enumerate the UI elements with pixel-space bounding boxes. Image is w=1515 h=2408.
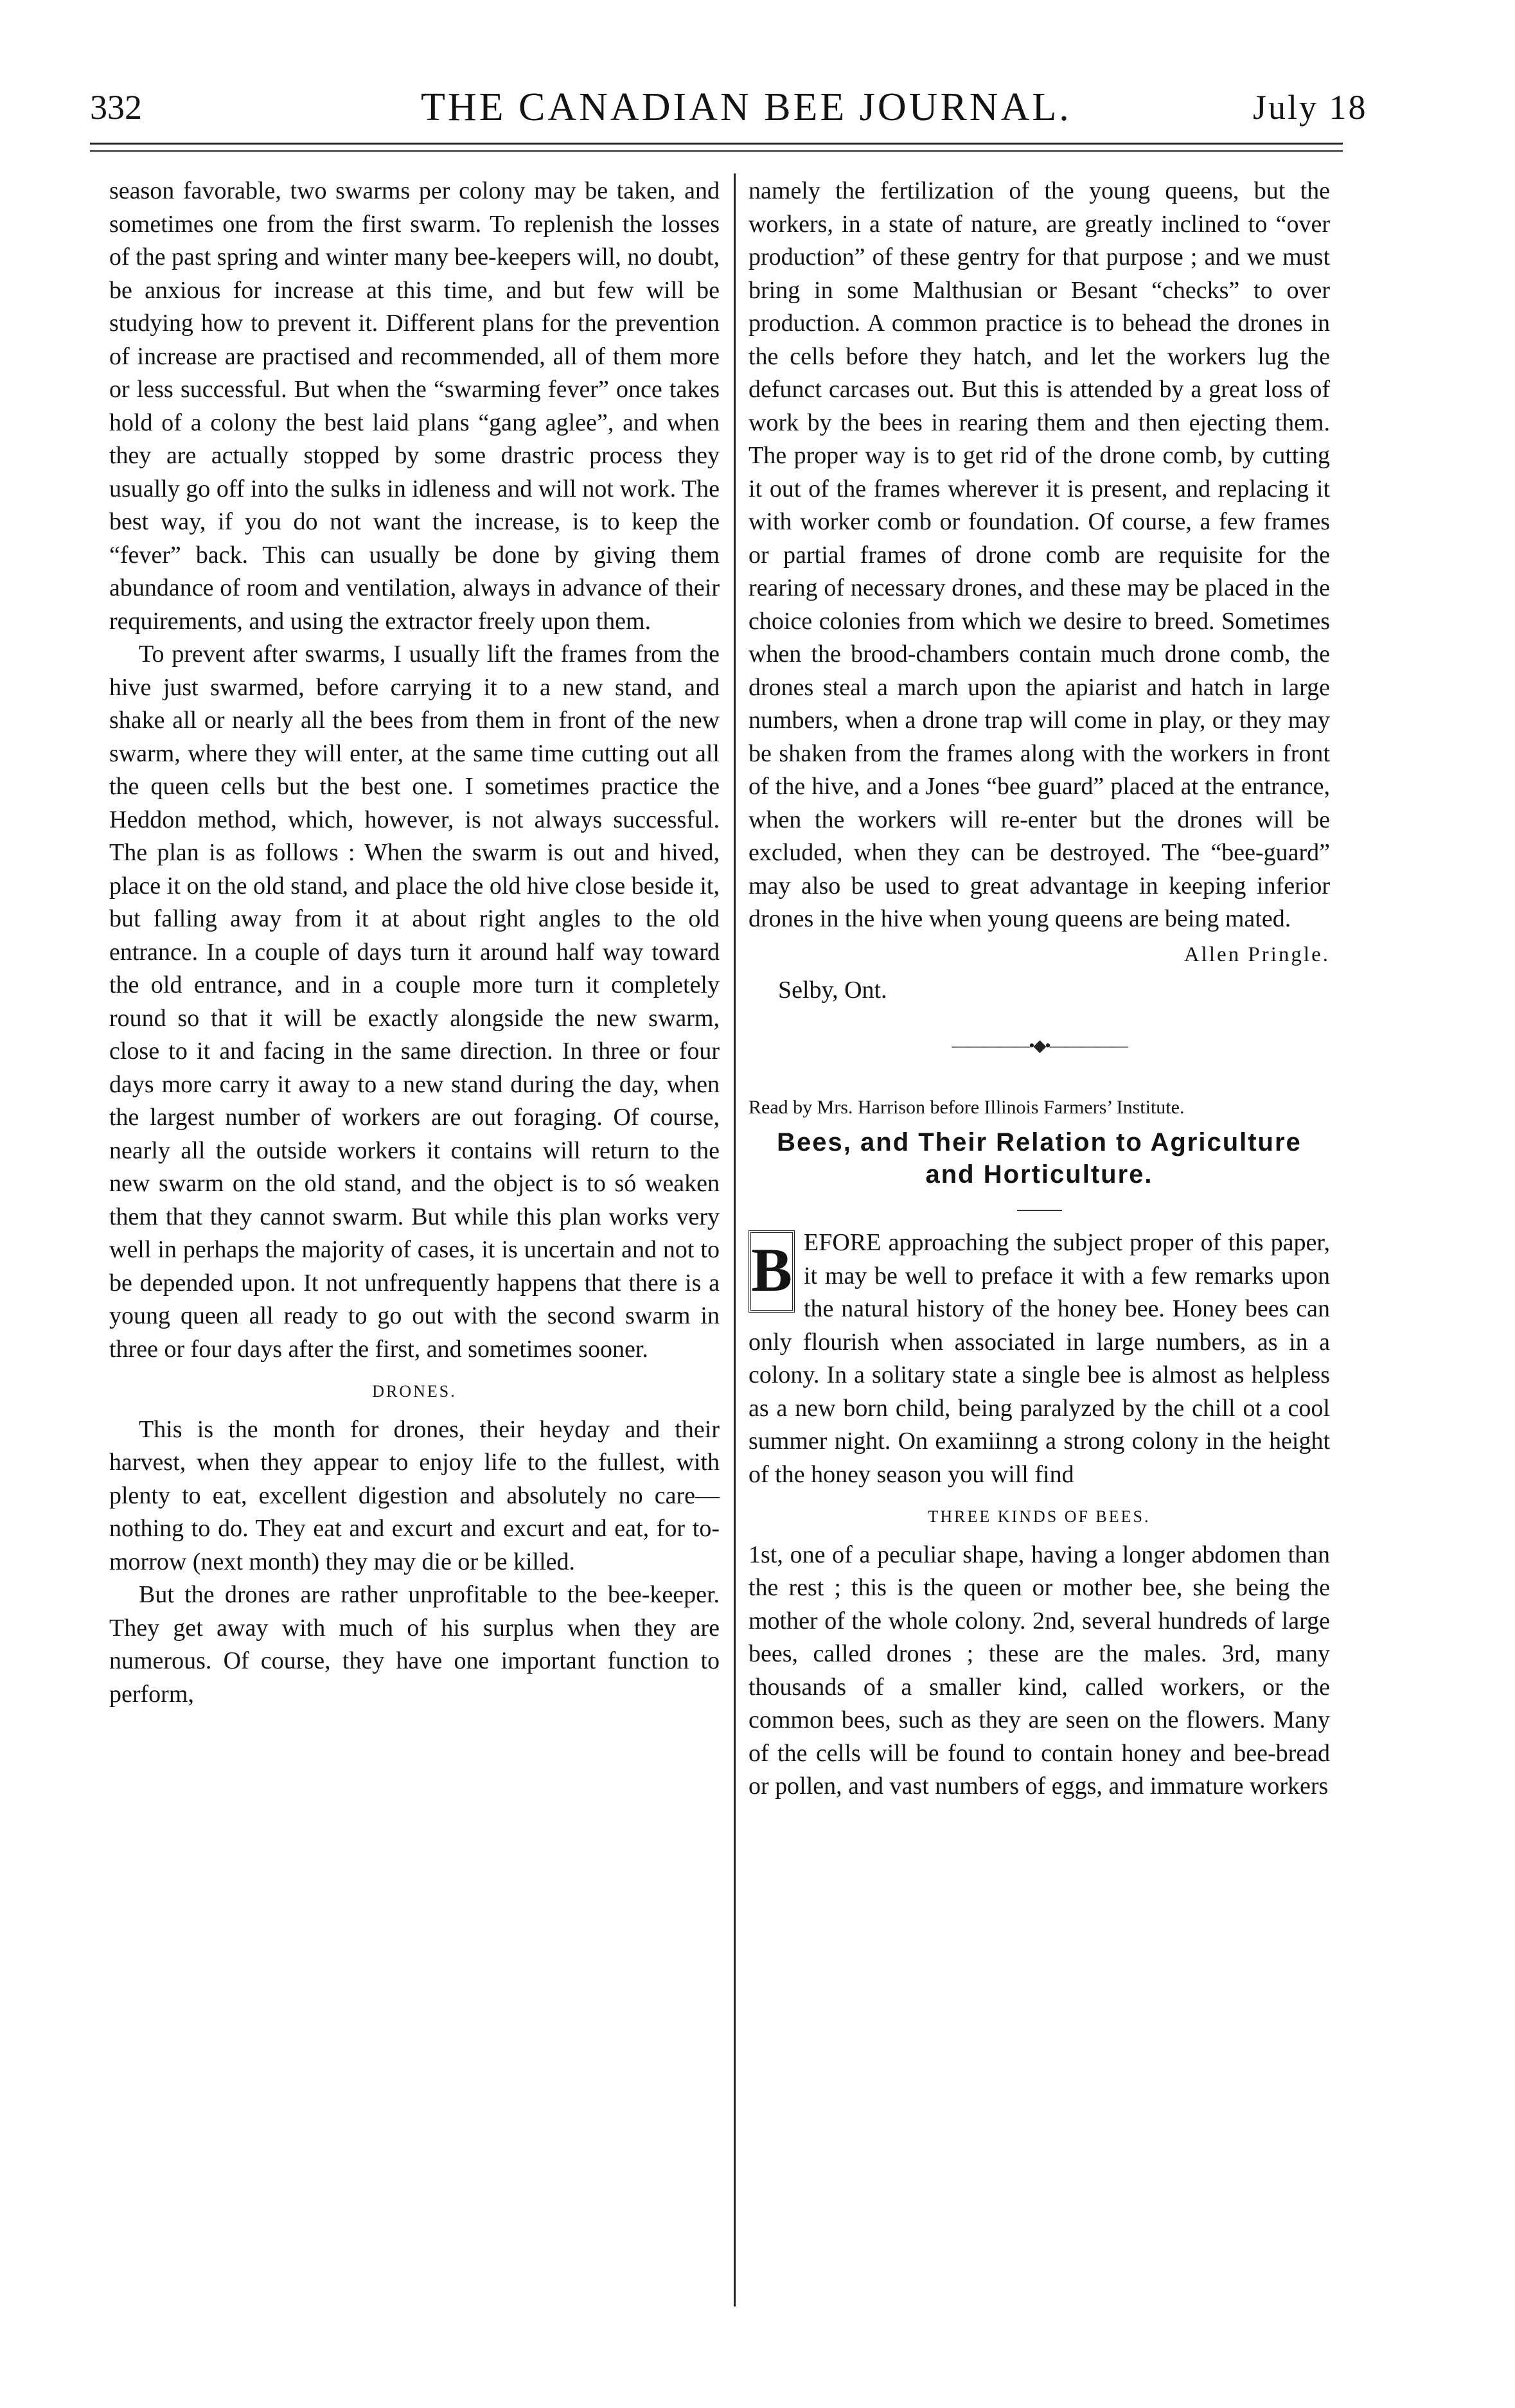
journal-title: THE CANADIAN BEE JOURNAL.: [421, 85, 1072, 129]
paragraph: season favorable, two swarms per colony may be taken, and sometimes one from the first swarm. To replenish the losses of the past spring and winter many bee-keepers will, no doubt, be anxious for increase at this time, and but few will be studying how to prevent it. Different plans for the prevention of increase are practised and recommended, all of them more or less successful. But when the “swarming fever” once takes hold of a colony the best laid plans “gang aglee”, and when they are actually stopped by some drastric process they usually go off into the sulks in idleness and will not work. The best way, if you do not want the increase, is to keep the “fever” back. This can usually be done by giving them abundance of room and ventilation, always in advance of their requirements, and using the extractor freely upon them.: [109, 177, 720, 635]
paragraph: To prevent after swarms, I usually lift the frames from the hive just swarmed, before carrying it to a new stand, and shake all or nearly all the bees from them in front of the new swarm, where they will enter, at the same time cutting out all the queen cells but the best one. I sometimes practice the Heddon method, which, however, is not always successful. The plan is as follows : When the swarm is out and hived, place it on the old stand, and place the old hive close beside it, but falling away from it at about right angles to the old entrance. In a couple of days turn it around half way toward the old entrance, and in a couple more turn it completely round so that it will be exactly alongside the new swarm, close to it and facing in the same direction. In three or four days more carry it away to a new stand during the day, when the largest number of workers are out foraging. Of course, nearly all the outside workers it contains will return to the new swarm on the old stand, and the object is to só weaken them that they cannot swarm. But while this plan works very well in perhaps the majority of cases, it is uncertain and not to be depended upon. It not unfrequently happens that there is a young queen all ready to go out with the second swarm in three or four days after the first, and sometimes sooner.: [109, 641, 720, 1363]
page-number: 332: [90, 88, 142, 127]
author-location: Selby, Ont.: [778, 977, 887, 1004]
article-byline: Read by Mrs. Harrison before Illinois Farmers’ Institute.: [749, 1097, 1185, 1118]
left-column: [109, 175, 720, 1711]
section-heading-drones: DRONES.: [372, 1382, 457, 1401]
paragraph: This is the month for drones, their heyday and their harvest, when they appear to enjoy life to the fullest, with plenty to eat, excellent digestion and absolutely no care—nothing to do. They eat and excurt and excurt and eat, for to-morrow (next month) they may die or be killed.: [109, 1415, 720, 1575]
issue-date: July 18: [1253, 88, 1368, 127]
header-rule: [90, 143, 1343, 145]
title-rule: [1017, 1210, 1062, 1211]
paragraph: EFORE approaching the subject proper of this paper, it may be well to preface it with a few remarks upon the natural history of the honey bee. Honey bees can only flourish when associated in large numbers, as in a colony. In a solitary state a single bee is almost as helpless as a new born child, being paralyzed by the chill ot a cool summer night. On examiinng a strong colony in the height of the honey season you will find: [749, 1229, 1330, 1488]
drop-cap: B: [749, 1230, 795, 1313]
section-ornament: —————•◆•—————: [952, 1036, 1127, 1055]
column-divider: [734, 173, 736, 2306]
header-rule-secondary: [90, 150, 1343, 152]
paragraph: 1st, one of a peculiar shape, having a longer abdomen than the rest ; this is the queen or mother bee, she being the mother of the whole colony. 2nd, several hundreds of large bees, called drones ; these are the males. 3rd, many thousands of a smaller kind, called workers, or the common bees, such as they are seen on the flowers. Many of the cells will be found to contain honey and bee-bread or pollen, and vast numbers of eggs, and immature workers: [749, 1541, 1330, 1800]
article-title: Bees, and Their Relation to Agriculture and Horticulture.: [777, 1128, 1302, 1189]
author-signature: Allen Pringle.: [1183, 943, 1330, 966]
article-intro: [749, 1226, 1330, 1491]
right-column: [749, 175, 1330, 1803]
paragraph: But the drones are rather unprofitable to the bee-keeper. They get away with much of his surplus when they are numerous. Of course, they have one important function to perform,: [109, 1581, 720, 1708]
sub-heading-three-kinds: THREE KINDS OF BEES.: [928, 1507, 1151, 1526]
paragraph: namely the fertilization of the young queens, but the workers, in a state of nature, are greatly inclined to “over production” of these gentry for that purpose ; and we must bring in some Malthusian or Besant “checks” to over production. A common practice is to behead the drones in the cells before they hatch, and let the workers lug the defunct carcases out. But this is attended by a great loss of work by the bees in rearing them and then ejecting them. The proper way is to get rid of the drone comb, by cutting it out of the frames wherever it is present, and replacing it with worker comb or foundation. Of course, a few frames or partial frames of drone comb are requisite for the rearing of necessary drones, and these may be placed in the choice colonies from which we desire to breed. Sometimes when the brood-chambers contain much drone comb, the drones steal a march upon the apiarist and hatch in large numbers, when a drone trap will come in play, or they may be shaken from the frames along with the workers in front of the hive, and a Jones “bee guard” placed at the entrance, when the workers will re-enter but the drones will be excluded, when they can be destroyed. The “bee-guard” may also be used to great advantage in keeping inferior drones in the hive when young queens are being mated.: [749, 177, 1330, 932]
